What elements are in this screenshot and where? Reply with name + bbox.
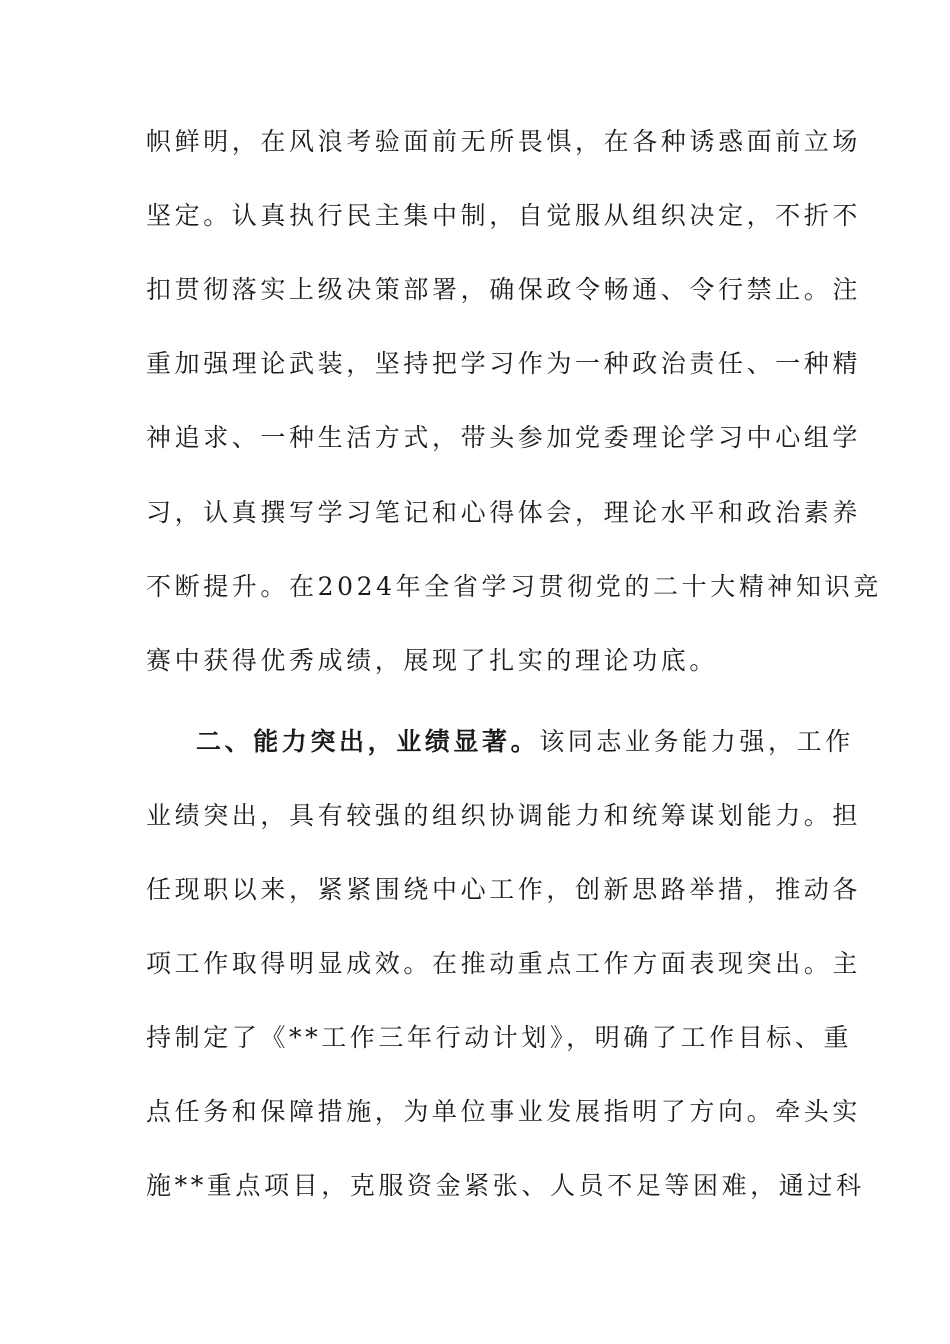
text-line: 不断提升。在2024年全省学习贯彻党的二十大精神知识竞: [146, 572, 882, 601]
text-line: 业绩突出，具有较强的组织协调能力和统筹谋划能力。担: [146, 801, 862, 830]
text-line: 施**重点项目，克服资金紧张、人员不足等困难，通过科: [146, 1171, 865, 1200]
text-line: 重加强理论武装，坚持把学习作为一种政治责任、一种精: [146, 349, 862, 378]
text-line: 赛中获得优秀成绩，展现了扎实的理论功底。: [146, 646, 719, 675]
text-line: 神追求、一种生活方式，带头参加党委理论学习中心组学: [146, 423, 862, 452]
section-heading-rest: 该同志业务能力强，工作: [539, 727, 854, 756]
text-line: 帜鲜明，在风浪考验面前无所畏惧，在各种诱惑面前立场: [146, 127, 862, 156]
text-line: 扣贯彻落实上级决策部署，确保政令畅通、令行禁止。注: [146, 275, 862, 304]
text-line: 习，认真撰写学习笔记和心得体会，理论水平和政治素养: [146, 498, 862, 527]
text-line: 持制定了《**工作三年行动计划》，明确了工作目标、重: [146, 1023, 853, 1052]
text-line: 点任务和保障措施，为单位事业发展指明了方向。牵头实: [146, 1097, 862, 1126]
section-heading: 二、能力突出，业绩显著。: [196, 727, 540, 756]
text-line: 坚定。认真执行民主集中制，自觉服从组织决定，不折不: [146, 201, 862, 230]
text-line: 项工作取得明显成效。在推动重点工作方面表现突出。主: [146, 949, 862, 978]
section-heading-line: [196, 722, 876, 762]
text-line: 任现职以来，紧紧围绕中心工作，创新思路举措，推动各: [146, 875, 862, 904]
